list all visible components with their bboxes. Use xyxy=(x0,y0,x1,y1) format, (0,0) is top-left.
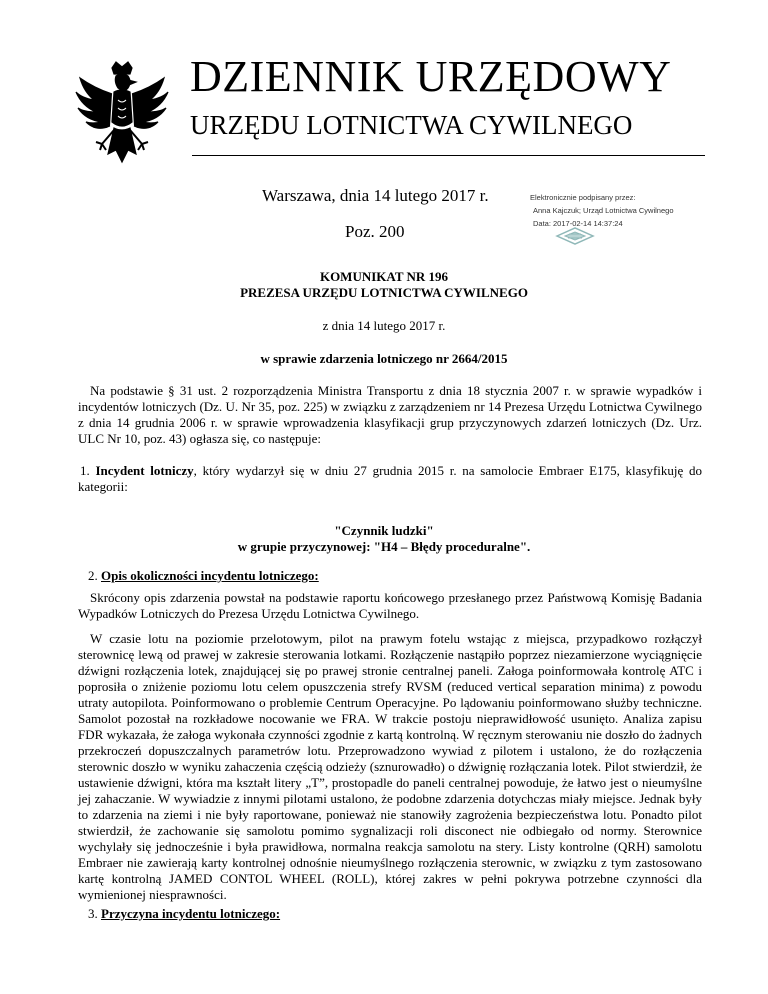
masthead xyxy=(190,52,710,142)
classification-category xyxy=(0,523,768,555)
intro-paragraph: Na podstawie § 31 ust. 2 rozporządzenia Ministra Transportu z dnia 18 stycznia 2007 r. w sprawie wypadków i incydentów lotniczych (Dz. U. Nr 35, poz. 225) w związku z zarządzeniem nr 14 Prezesa Urzędu Lotnictwa Cywilnego z dnia 14 grudnia 2006 r. w sprawie wprowadzenia klasyfikacji grup przyczynowych zdarzeń lotniczych (Dz. Urz. ULC Nr 10, poz. 43) ogłasza się, co następuje: xyxy=(78,383,702,446)
summary-paragraph: Skrócony opis zdarzenia powstał na podstawie raportu końcowego przesłanego przez Państwową Komisję Badania Wypadków Lotniczych do Prezesa Urzędu Lotnictwa Cywilnego. xyxy=(78,590,702,621)
section-3-heading xyxy=(88,906,280,922)
journal-title: DZIENNIK URZĘDOWY xyxy=(190,52,672,101)
section-2-title: Opis okoliczności incydentu lotniczego: xyxy=(101,568,319,583)
communique-subject: w sprawie zdarzenia lotniczego nr 2664/2015 xyxy=(260,351,508,366)
category-factor: "Czynnik ludzki" xyxy=(334,523,434,538)
eagle-emblem-icon xyxy=(74,58,170,174)
item-1-paragraph xyxy=(78,463,702,495)
item-1-number: 1. xyxy=(80,463,90,478)
masthead-divider xyxy=(192,155,705,156)
section-3-number: 3. xyxy=(88,906,98,921)
issue-date: Warszawa, dnia 14 lutego 2017 r. xyxy=(262,186,489,205)
signature-signer: Anna Kajczuk; Urząd Lotnictwa Cywilnego xyxy=(533,206,674,215)
communique-issuer: PREZESA URZĘDU LOTNICTWA CYWILNEGO xyxy=(240,285,528,300)
communique-number: KOMUNIKAT NR 196 xyxy=(319,269,449,284)
signature-label: Elektronicznie podpisany przez: xyxy=(530,193,636,202)
item-1-text: , który wydarzył się w dniu 27 grudnia 2015 r. na samolocie Embraer E175, klasyfikuję do kategorii: xyxy=(78,463,702,494)
journal-subtitle: URZĘDU LOTNICTWA CYWILNEGO xyxy=(190,110,633,140)
electronic-signature xyxy=(530,191,730,230)
communique-date: z dnia 14 lutego 2017 r. xyxy=(322,318,446,333)
signature-seal-icon xyxy=(555,227,595,245)
section-2-number: 2. xyxy=(88,568,98,583)
communique-title xyxy=(0,269,768,301)
item-1-bold: Incydent lotniczy xyxy=(95,463,194,478)
section-3-title: Przyczyna incydentu lotniczego: xyxy=(101,906,281,921)
signature-date: Data: 2017-02-14 14:37:24 xyxy=(533,219,623,228)
category-group: w grupie przyczynowej: "H4 – Błędy proceduralne". xyxy=(237,539,531,554)
description-paragraph: W czasie lotu na poziomie przelotowym, pilot na prawym fotelu wstając z miejsca, przypadkowo rozłączył sterownicę lewą od prawej w zakresie sterowania lotkami. Rozłączenie nastąpiło poprzez niezamierzone wyciągnięcie dźwigni rozłączenia lotek, znajdującej się po prawej stronie centralnej paneli. Załoga poinformowała kontrolę ATC i poprosiła o zniżenie poziomu lotu celem opuszczenia strefy RVSM (reduced vertical separation minima) z powodu utraty autopilota. Poinformowano o problemie Centrum Operacyjne. Po lądowaniu poinformowano służby techniczne. Samolot pozostał na rozkładowe nocowanie we FRA. W trakcie postoju nieprawidłowość usunięto. Analiza zapisu FDR wykazała, że załoga wykonała czynności zgodnie z kartą kontrolną. W ręcznym sterowaniu nie doszło do żadnych przekroczeń dopuszczalnych parametrów lotu. Przeprowadzono wywiad z pilotem i ustalono, że do rozłączenia sterownic doszło w wyniku zahaczenia częścią odzieży (sznurowadło) o dźwignię rozłączania lotek. Pilot stwierdził, że ustawienie dźwigni, która ma kształt litery „T”, prostopadle do paneli centralnej powoduje, że łatwo jest o nieumyślne jej zahaczanie. W wywiadzie z innymi pilotami ustalono, że podobne zdarzenia dotychczas miały miejsce. Jednak były to zdarzenia na ziemi i nie były raportowane, ponieważ nie stanowiły zagrożenia bezpieczeństwa lotu. Ponadto pilot stwierdził, że zachowanie się samolotu pomimo sygnalizacji roli disconect nie odbiegało od normy. Sterownice wychylały się jednocześnie i była prawidłowa, normalna reakcja samolotu na stery. Listy kontrolne (QRH) samolotu Embraer nie zawierają karty kontrolnej odnośnie nieumyślnego rozłączenia sterownic, w związku z tym zastosowano kartę kontrolną JAMED CONTOL WHEEL (ROLL), której zakres w pełni pokrywa potrzebne czynności dla wymienionej niesprawności. xyxy=(78,631,702,902)
position-number: Poz. 200 xyxy=(345,222,405,241)
section-2-heading xyxy=(88,568,319,584)
